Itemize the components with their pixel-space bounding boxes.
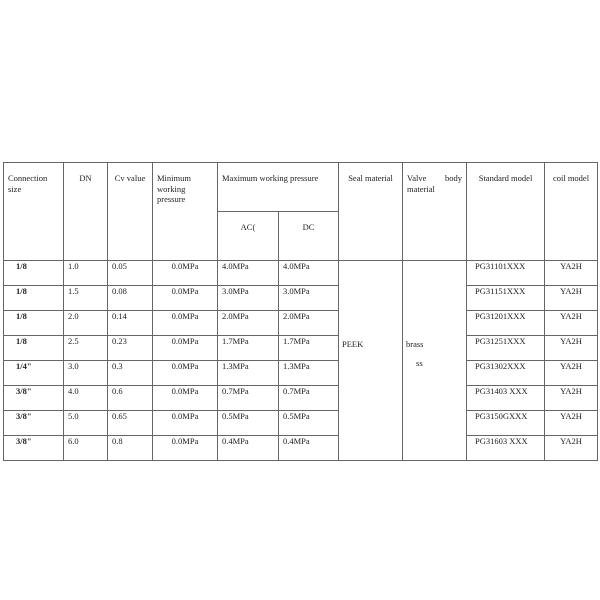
table-row: [4, 336, 598, 361]
header-min-pressure: Minimum working pressure: [153, 163, 218, 261]
cell-connection-size: 3/8": [4, 436, 64, 461]
header-ac: AC(: [218, 212, 279, 261]
cell-cv: 0.23: [108, 336, 153, 361]
spec-table: [3, 162, 598, 461]
valve-body-ss: ss: [416, 357, 423, 368]
cell-standard-model: PG31101XXX: [467, 261, 545, 286]
table-row: [4, 411, 598, 436]
table-row: [4, 361, 598, 386]
cell-cv: 0.05: [108, 261, 153, 286]
cell-standard-model: PG31251XXX: [467, 336, 545, 361]
cell-connection-size: 1/4": [4, 361, 64, 386]
cell-cv: 0.8: [108, 436, 153, 461]
cell-dn: 2.5: [64, 336, 108, 361]
cell-standard-model: PG31302XXX: [467, 361, 545, 386]
header-cv-value: Cv value: [108, 163, 153, 261]
cell-dc: 2.0MPa: [279, 311, 339, 336]
cell-dn: 4.0: [64, 386, 108, 411]
header-max-pressure: Maximum working pressure: [218, 163, 339, 212]
header-seal-material: Seal material: [339, 163, 403, 261]
cell-coil-model: YA2H: [545, 311, 598, 336]
cell-standard-model: PG31151XXX: [467, 286, 545, 311]
cell-dn: 6.0: [64, 436, 108, 461]
cell-ac: 4.0MPa: [218, 261, 279, 286]
cell-cv: 0.14: [108, 311, 153, 336]
cell-coil-model: YA2H: [545, 361, 598, 386]
cell-min-pressure: 0.0MPa: [153, 361, 218, 386]
cell-dn: 1.0: [64, 261, 108, 286]
cell-dc: 1.3MPa: [279, 361, 339, 386]
cell-min-pressure: 0.0MPa: [153, 436, 218, 461]
header-dn: DN: [64, 163, 108, 261]
cell-dn: 3.0: [64, 361, 108, 386]
cell-connection-size: 1/8: [4, 261, 64, 286]
header-valve-body-material: Valve body material: [403, 163, 467, 261]
valve-body-brass: brass: [406, 339, 424, 349]
cell-dc: 0.4MPa: [279, 436, 339, 461]
cell-coil-model: YA2H: [545, 411, 598, 436]
table-row: [4, 436, 598, 461]
cell-min-pressure: 0.0MPa: [153, 411, 218, 436]
cell-coil-model: YA2H: [545, 261, 598, 286]
cell-dn: 5.0: [64, 411, 108, 436]
cell-valve-body-material: [403, 261, 467, 461]
cell-standard-model: PG31603 XXX: [467, 436, 545, 461]
cell-dc: 0.7MPa: [279, 386, 339, 411]
cell-cv: 0.65: [108, 411, 153, 436]
cell-min-pressure: 0.0MPa: [153, 386, 218, 411]
cell-min-pressure: 0.0MPa: [153, 261, 218, 286]
cell-cv: 0.08: [108, 286, 153, 311]
header-coil-model: coil model: [545, 163, 598, 261]
cell-seal-material: PEEK: [339, 261, 403, 461]
cell-coil-model: YA2H: [545, 436, 598, 461]
table-row: [4, 311, 598, 336]
cell-coil-model: YA2H: [545, 336, 598, 361]
cell-ac: 0.4MPa: [218, 436, 279, 461]
header-connection-size: Connection size: [4, 163, 64, 261]
cell-standard-model: PG31403 XXX: [467, 386, 545, 411]
cell-ac: 0.7MPa: [218, 386, 279, 411]
cell-dc: 4.0MPa: [279, 261, 339, 286]
cell-min-pressure: 0.0MPa: [153, 286, 218, 311]
cell-standard-model: PG31201XXX: [467, 311, 545, 336]
header-row: [4, 163, 598, 212]
cell-dc: 1.7MPa: [279, 336, 339, 361]
cell-standard-model: PG3150GXXX: [467, 411, 545, 436]
cell-dn: 2.0: [64, 311, 108, 336]
cell-ac: 3.0MPa: [218, 286, 279, 311]
table-row: [4, 261, 598, 286]
cell-ac: 2.0MPa: [218, 311, 279, 336]
cell-coil-model: YA2H: [545, 286, 598, 311]
cell-min-pressure: 0.0MPa: [153, 336, 218, 361]
cell-cv: 0.3: [108, 361, 153, 386]
cell-dc: 3.0MPa: [279, 286, 339, 311]
table-row: [4, 286, 598, 311]
cell-ac: 0.5MPa: [218, 411, 279, 436]
cell-dc: 0.5MPa: [279, 411, 339, 436]
cell-coil-model: YA2H: [545, 386, 598, 411]
cell-connection-size: 3/8": [4, 386, 64, 411]
cell-ac: 1.7MPa: [218, 336, 279, 361]
header-standard-model: Standard model: [467, 163, 545, 261]
cell-connection-size: 1/8: [4, 336, 64, 361]
cell-ac: 1.3MPa: [218, 361, 279, 386]
cell-connection-size: 1/8: [4, 286, 64, 311]
table-row: [4, 386, 598, 411]
cell-connection-size: 3/8": [4, 411, 64, 436]
cell-cv: 0.6: [108, 386, 153, 411]
cell-dn: 1.5: [64, 286, 108, 311]
cell-connection-size: 1/8: [4, 311, 64, 336]
header-dc: DC: [279, 212, 339, 261]
cell-min-pressure: 0.0MPa: [153, 311, 218, 336]
